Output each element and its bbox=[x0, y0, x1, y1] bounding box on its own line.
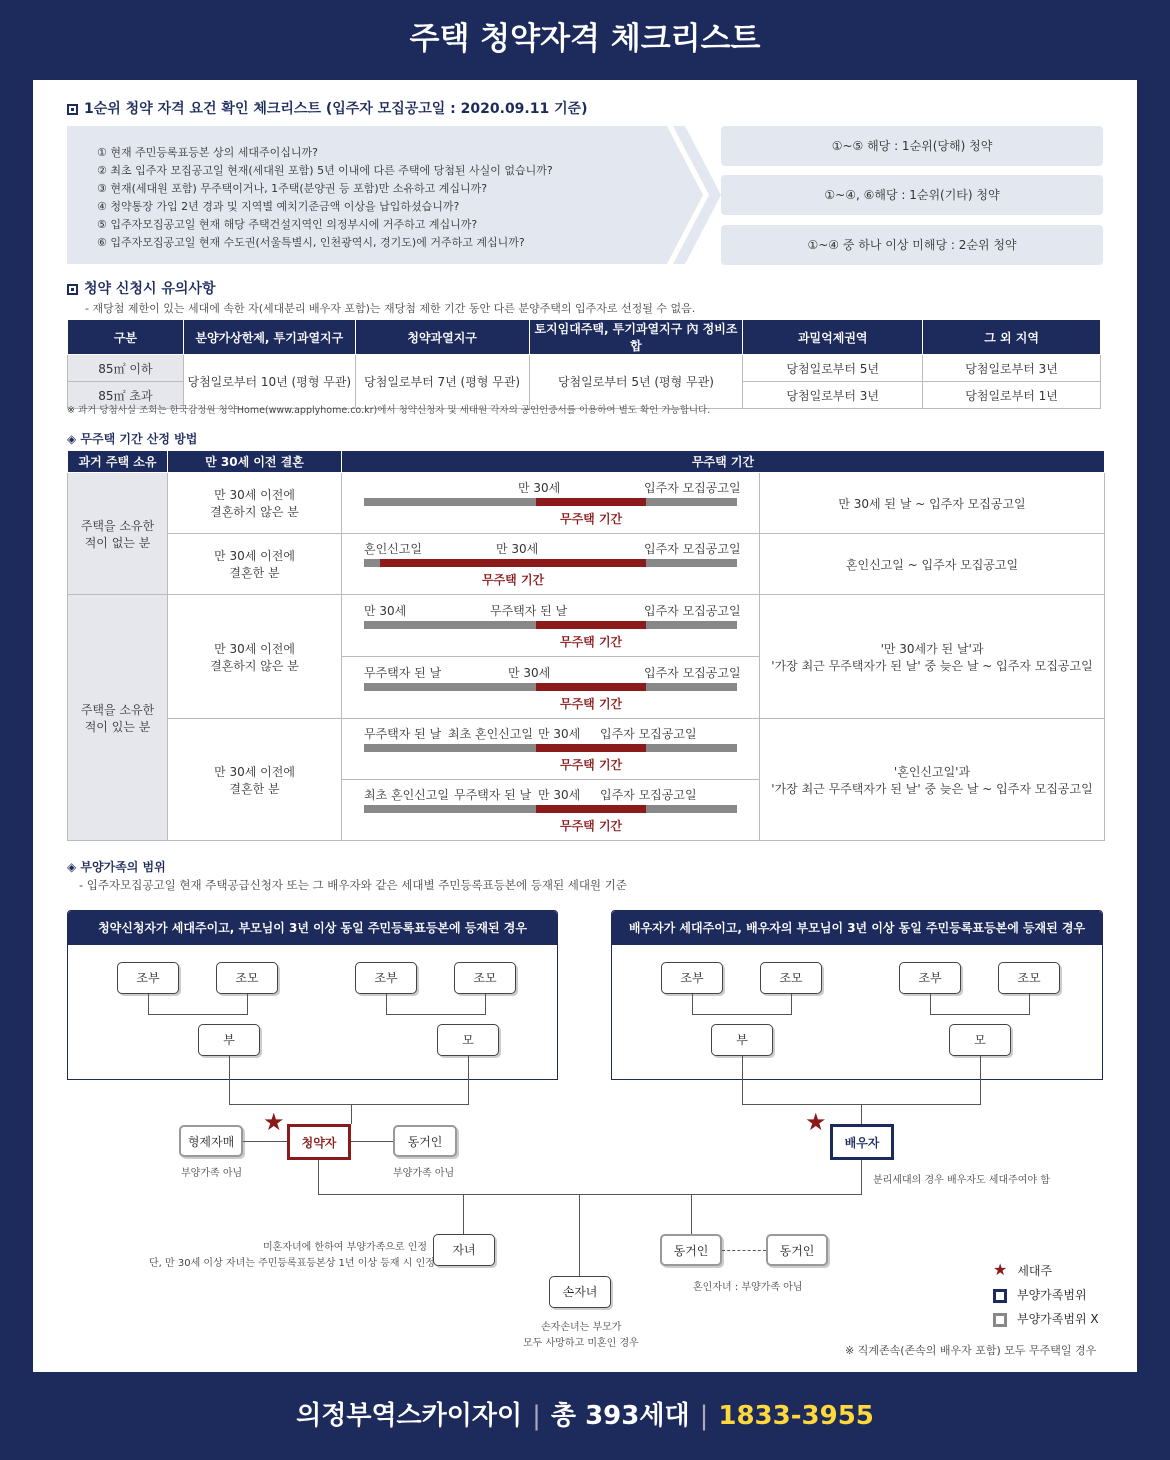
section2-heading bbox=[67, 278, 215, 298]
tree2-mother: 모 bbox=[949, 1024, 1011, 1056]
unmarried-2: 만 30세 이전에 결혼하지 않은 분 bbox=[168, 595, 342, 719]
question-5: ⑤ 입주자모집공고일 현재 해당 주택건설지역인 의정부시에 거주하고 계십니까? bbox=[97, 218, 478, 231]
cell-5yr: 당첨일로부터 5년 (평형 무관) bbox=[529, 355, 743, 409]
th-price-cap: 분양가상한제, 투기과열지구 bbox=[183, 320, 355, 355]
line bbox=[861, 1160, 862, 1194]
th-ownership: 과거 주택 소유 bbox=[68, 451, 168, 473]
tl3-period bbox=[536, 621, 646, 629]
gray-square-icon bbox=[993, 1313, 1007, 1327]
line bbox=[468, 1056, 469, 1104]
tree1-header: 청약신청자가 세대주이고, 부모님이 3년 이상 동일 주민등록표등본에 등재된 경우 bbox=[68, 911, 557, 945]
section1-heading bbox=[67, 98, 588, 118]
group-owned: 주택을 소유한 적이 있는 분 bbox=[68, 595, 168, 841]
tl1-caption: 무주택 기간 bbox=[560, 512, 623, 526]
tl3-homeless: 무주택자 된 날 bbox=[490, 603, 568, 618]
tl6-period bbox=[536, 805, 646, 813]
child-note-1: 미혼자녀에 한하여 부양가족으로 인정 bbox=[263, 1242, 428, 1253]
result-1: ①~⑤ 해당 : 1순위(당해) 청약 bbox=[721, 126, 1103, 166]
line bbox=[930, 994, 931, 1014]
line bbox=[148, 994, 149, 1014]
section4-title: 부양가족의 범위 bbox=[80, 860, 166, 874]
diamond-bullet-icon: ◈ bbox=[67, 432, 77, 446]
cell-7yr: 당첨일로부터 7년 (평형 무관) bbox=[355, 355, 529, 409]
tl6-caption: 무주택 기간 bbox=[560, 819, 623, 833]
restriction-table bbox=[67, 319, 1101, 409]
question-list bbox=[97, 144, 553, 252]
timeline-4 bbox=[342, 658, 759, 718]
tl1-age30: 만 30세 bbox=[518, 481, 561, 495]
result-r2: 혼인신고일 ~ 입주자 모집공고일 bbox=[760, 534, 1105, 595]
question-1: ① 현재 주민등록표등본 상의 세대주이십니까? bbox=[97, 146, 318, 159]
tree1-gf-right: 조부 bbox=[355, 962, 417, 994]
footer: 의정부역스카이자이 | 총 393세대 | 1833-3955 bbox=[296, 1401, 874, 1431]
line bbox=[351, 1141, 393, 1142]
tree2-gm-left: 조모 bbox=[760, 962, 822, 994]
th-marriage: 만 30세 이전 결혼 bbox=[168, 451, 342, 473]
th-other: 그 외 지역 bbox=[923, 320, 1101, 355]
tl4-homeless: 무주택자 된 날 bbox=[364, 665, 442, 680]
grandchild-node: 손자녀 bbox=[549, 1276, 611, 1308]
line bbox=[791, 994, 792, 1014]
tl2-marriage: 혼인신고일 bbox=[364, 542, 422, 556]
tl1-notice: 입주자 모집공고일 bbox=[644, 481, 741, 495]
tl3-caption: 무주택 기간 bbox=[560, 634, 623, 649]
navy-square-icon bbox=[993, 1289, 1007, 1303]
legend-dependent-label: 부양가족범위 bbox=[1017, 1288, 1087, 1302]
child-note-2: 단, 만 30세 이상 자녀는 주민등록표등본상 1년 이상 등재 시 인정 bbox=[149, 1258, 435, 1269]
line bbox=[148, 1014, 248, 1015]
married-child-node: 동거인 bbox=[660, 1234, 722, 1266]
tl5-marriage: 최초 혼인신고일 bbox=[448, 727, 533, 741]
tree2-gm-right: 조모 bbox=[998, 962, 1060, 994]
cell-overcrowded-small: 당첨일로부터 5년 bbox=[743, 355, 923, 382]
sibling-node: 형제자매 bbox=[179, 1125, 243, 1157]
cell-10yr: 당첨일로부터 10년 (평형 무관) bbox=[183, 355, 355, 409]
tree2-father: 부 bbox=[711, 1024, 773, 1056]
star-icon: ★ bbox=[263, 1108, 285, 1136]
page-title: 주택 청약자격 체크리스트 bbox=[409, 21, 761, 57]
tl5-homeless: 무주택자 된 날 bbox=[364, 727, 442, 741]
th-overcrowded: 과밀억제권역 bbox=[743, 320, 923, 355]
tl4-period bbox=[536, 683, 646, 691]
married-2: 만 30세 이전에 결혼한 분 bbox=[168, 719, 342, 841]
bottom-note: ※ 직계존속(존속의 배우자 포함) 모두 무주택일 경우 bbox=[845, 1344, 1097, 1357]
timeline-6 bbox=[342, 780, 759, 840]
tl5-caption: 무주택 기간 bbox=[560, 758, 623, 772]
footer-phone[interactable]: 1833-3955 bbox=[718, 1401, 874, 1431]
tl1-period bbox=[536, 498, 646, 506]
tl6-age30: 만 30세 bbox=[538, 788, 581, 802]
result-r34: '만 30세가 된 날'과 '가장 최근 무주택자가 된 날' 중 늦은 날 ~ 입주자 모집공고일 bbox=[760, 595, 1105, 719]
tl6-marriage: 최초 혼인신고일 bbox=[364, 788, 449, 802]
question-3: ③ 현재(세대원 포함) 무주택이거나, 1주택(분양권 등 포함)만 소유하고 계십니까? bbox=[97, 182, 488, 195]
tl6-homeless: 무주택자 된 날 bbox=[454, 788, 532, 802]
square-bullet-icon bbox=[67, 284, 78, 295]
legend-dependent bbox=[993, 1283, 1099, 1307]
line bbox=[229, 1056, 230, 1104]
applicant-node: 청약자 bbox=[287, 1124, 351, 1160]
legend bbox=[993, 1258, 1099, 1331]
married-child-spouse-node: 동거인 bbox=[766, 1234, 828, 1266]
tree1-father: 부 bbox=[198, 1024, 260, 1056]
tl2-age30: 만 30세 bbox=[496, 542, 539, 556]
tree1-mother: 모 bbox=[437, 1024, 499, 1056]
square-bullet-icon bbox=[67, 104, 78, 115]
tl5-age30: 만 30세 bbox=[538, 727, 581, 741]
married-1: 만 30세 이전에 결혼한 분 bbox=[168, 534, 342, 595]
line bbox=[691, 1194, 692, 1234]
legend-head-label: 세대주 bbox=[1017, 1264, 1053, 1278]
section4-desc: - 입주자모집공고일 현재 주택공급신청자 또는 그 배우자와 같은 세대별 주민등록표등본에 등재된 세대원 기준 bbox=[79, 878, 627, 892]
line bbox=[247, 994, 248, 1014]
tl4-notice: 입주자 모집공고일 bbox=[644, 665, 741, 680]
line bbox=[318, 1160, 319, 1194]
legend-head bbox=[993, 1258, 1099, 1283]
tree2-gf-left: 조부 bbox=[661, 962, 723, 994]
line bbox=[318, 1194, 862, 1195]
question-4: ④ 청약통장 가입 2년 경과 및 지역별 예치기준금액 이상을 납입하셨습니까? bbox=[97, 200, 460, 213]
line bbox=[1029, 994, 1030, 1014]
footer-complex-name: 의정부역스카이자이 bbox=[296, 1401, 523, 1431]
section3-heading bbox=[67, 430, 197, 447]
section1-title: 1순위 청약 자격 요건 확인 체크리스트 (입주자 모집공고일 : 2020.09.11 기준) bbox=[84, 101, 588, 117]
th-category: 구분 bbox=[68, 320, 184, 355]
line bbox=[692, 1014, 792, 1015]
spouse-node: 배우자 bbox=[830, 1124, 894, 1160]
cell-other-large: 당첨일로부터 1년 bbox=[923, 382, 1101, 409]
tl2-period bbox=[380, 559, 646, 567]
th-overheated: 청약과열지구 bbox=[355, 320, 529, 355]
line bbox=[229, 1104, 469, 1105]
section3-title: 무주택 기간 산정 방법 bbox=[80, 432, 198, 446]
line bbox=[980, 1056, 981, 1104]
section2-title: 청약 신청시 유의사항 bbox=[84, 281, 216, 297]
dashed-line bbox=[722, 1250, 766, 1251]
line bbox=[386, 994, 387, 1014]
tree1-gm-right: 조모 bbox=[454, 962, 516, 994]
timeline-5 bbox=[342, 719, 759, 779]
tl2-notice: 입주자 모집공고일 bbox=[644, 542, 741, 556]
sibling-note: 부양가족 아님 bbox=[181, 1168, 243, 1179]
section4-heading bbox=[67, 858, 166, 875]
unmarried-1: 만 30세 이전에 결혼하지 않은 분 bbox=[168, 473, 342, 534]
result-r1: 만 30세 된 날 ~ 입주자 모집공고일 bbox=[760, 473, 1105, 534]
result-3: ①~④ 중 하나 이상 미해당 : 2순위 청약 bbox=[721, 225, 1103, 265]
line bbox=[930, 1014, 1030, 1015]
tree1-gm-left: 조모 bbox=[216, 962, 278, 994]
tl5-period bbox=[536, 744, 646, 752]
cell-overcrowded-large: 당첨일로부터 3년 bbox=[743, 382, 923, 409]
line bbox=[463, 1194, 464, 1234]
line bbox=[579, 1194, 580, 1276]
line bbox=[692, 994, 693, 1014]
line bbox=[742, 1056, 743, 1104]
line bbox=[485, 994, 486, 1014]
line bbox=[243, 1141, 287, 1142]
timeline-1 bbox=[342, 473, 759, 533]
grandchild-note-2: 모두 사망하고 미혼인 경우 bbox=[523, 1338, 639, 1349]
grandchild-note-1: 손자손녀는 부모가 bbox=[541, 1322, 622, 1333]
line bbox=[351, 1104, 352, 1124]
line bbox=[386, 1014, 486, 1015]
tl4-caption: 무주택 기간 bbox=[560, 696, 623, 711]
star-icon: ★ bbox=[993, 1260, 1008, 1279]
cohabitant-note: 부양가족 아님 bbox=[393, 1168, 455, 1179]
spouse-note: 분리세대의 경우 배우자도 세대주여야 함 bbox=[873, 1175, 1050, 1186]
legend-not-dependent-label: 부양가족범위 X bbox=[1017, 1312, 1099, 1326]
child-node: 자녀 bbox=[433, 1234, 495, 1266]
result-2: ①~④, ⑥해당 : 1순위(기타) 청약 bbox=[721, 175, 1103, 215]
timeline-2 bbox=[342, 534, 759, 594]
footer-units: 총 393세대 bbox=[550, 1401, 690, 1431]
cell-other-small: 당첨일로부터 3년 bbox=[923, 355, 1101, 382]
result-r56: '혼인신고일'과 '가장 최근 무주택자가 된 날' 중 늦은 날 ~ 입주자 모집공고일 bbox=[760, 719, 1105, 841]
question-6: ⑥ 입주자모집공고일 현재 수도권(서울특별시, 인천광역시, 경기도)에 거주하고 계십니까? bbox=[97, 236, 525, 249]
cohabitant-node: 동거인 bbox=[393, 1125, 457, 1157]
row-label-large: 85㎡ 초과 bbox=[68, 382, 184, 409]
tl3-notice: 입주자 모집공고일 bbox=[644, 603, 741, 618]
tree1-gf-left: 조부 bbox=[117, 962, 179, 994]
tl6-notice: 입주자 모집공고일 bbox=[600, 788, 697, 802]
timeline-3 bbox=[342, 596, 759, 656]
tree2-gf-right: 조부 bbox=[899, 962, 961, 994]
section2-footnote: ※ 과거 당첨사실 조회는 한국감정원 청약Home(www.applyhome.co.kr)에서 청약신청자 및 세대원 각자의 공인인증서를 이용하여 별도 확인 가능합니다. bbox=[67, 405, 711, 416]
checklist-panel bbox=[33, 80, 1137, 1372]
th-land-lease: 토지임대주택, 투기과열지구 內 정비조합 bbox=[529, 320, 743, 355]
tl4-age30: 만 30세 bbox=[508, 665, 551, 680]
diamond-bullet-icon: ◈ bbox=[67, 860, 77, 874]
homeless-period-table bbox=[67, 450, 1105, 841]
married-child-note: 혼인자녀 : 부양가족 아님 bbox=[693, 1282, 803, 1293]
row-label-small: 85㎡ 이하 bbox=[68, 355, 184, 382]
tl5-notice: 입주자 모집공고일 bbox=[600, 727, 697, 741]
th-period: 무주택 기간 bbox=[342, 451, 1105, 473]
group-never-owned: 주택을 소유한 적이 없는 분 bbox=[68, 473, 168, 595]
question-2: ② 최초 입주자 모집공고일 현재(세대원 포함) 5년 이내에 다른 주택에 당첨된 사실이 없습니까? bbox=[97, 164, 553, 177]
tree2-header: 배우자가 세대주이고, 배우자의 부모님이 3년 이상 동일 주민등록표등본에 등재된 경우 bbox=[612, 911, 1102, 945]
line bbox=[861, 1104, 862, 1126]
legend-not-dependent bbox=[993, 1307, 1099, 1331]
star-icon: ★ bbox=[805, 1108, 827, 1136]
tl2-caption: 무주택 기간 bbox=[482, 573, 545, 587]
tl3-age30: 만 30세 bbox=[364, 603, 407, 618]
section2-desc: - 재당첨 제한이 있는 세대에 속한 자(세대분리 배우자 포함)는 재당첨 제한 기간 동안 다른 분양주택의 입주자로 선정될 수 없음. bbox=[85, 302, 696, 315]
